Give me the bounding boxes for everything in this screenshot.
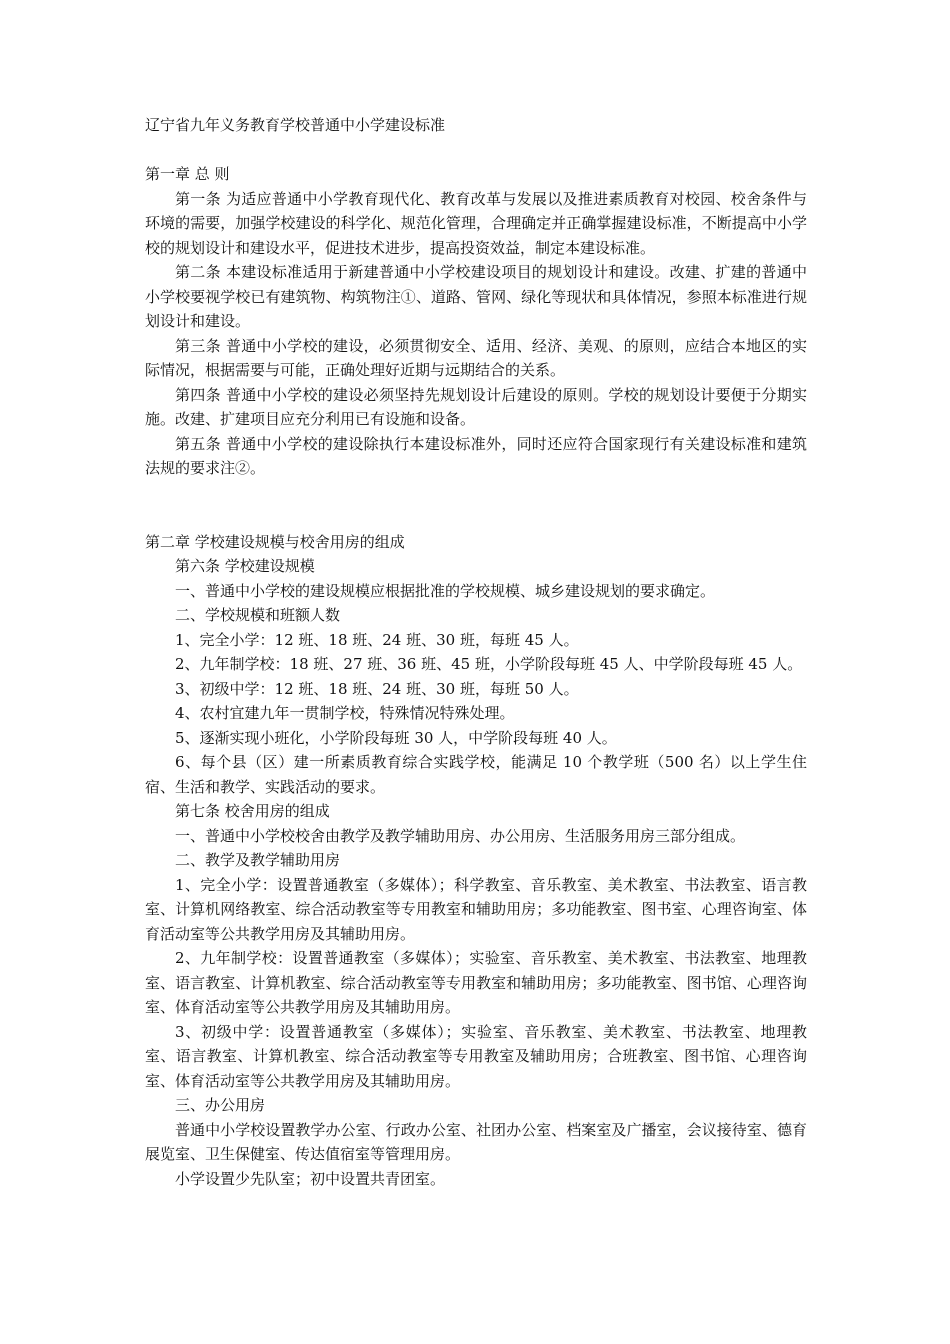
list-item: 小学设置少先队室；初中设置共青团室。 — [175, 1169, 446, 1188]
list-item: 二、教学及教学辅助用房 — [175, 851, 341, 869]
article-4-paragraph: 第四条 普通中小学校的建设必须坚持先规划设计后建设的原则。学校的规划设计要便于分期实施。改建、扩建项目应充分利用已有设施和设备。 — [145, 385, 807, 428]
list-item: 6、每个县（区）建一所素质教育综合实践学校，能满足 10 个教学班（500 名）以上学生住宿、生活和教学、实践活动的要求。 — [145, 753, 807, 796]
article-3-paragraph: 第三条 普通中小学校的建设，必须贯彻安全、适用、经济、美观、的原则，应结合本地区的实际情况，根据需要与可能，正确处理好近期与远期结合的关系。 — [145, 336, 807, 379]
list-item: 1、完全小学：12 班、18 班、24 班、30 班，每班 45 人。 — [175, 630, 579, 649]
list-item: 一、普通中小学校的建设规模应根据批准的学校规模、城乡建设规划的要求确定。 — [175, 581, 716, 600]
list-item: 4、农村宜建九年一贯制学校，特殊情况特殊处理。 — [175, 704, 515, 722]
article-2-paragraph: 第二条 本建设标准适用于新建普通中小学校建设项目的规划设计和建设。改建、扩建的普通中小学校要视学校已有建筑物、构筑物注①、道路、管网、绿化等现状和具体情况，参照本标准进行规划设计和建设。 — [145, 263, 807, 330]
article-7-heading: 第七条 校舍用房的组成 — [175, 802, 330, 820]
list-item: 3、初级中学：设置普通教室（多媒体）；实验室、音乐教室、美术教室、书法教室、地理教室、语言教室、计算机教室、综合活动教室等专用教室及辅助用房；合班教室、图书馆、心理咨询室、体育活动室等公共教学用房及其辅助用房。 — [145, 1022, 807, 1090]
list-item: 三、办公用房 — [175, 1096, 266, 1114]
chapter-spacer — [145, 481, 807, 506]
chapter-1-heading: 第一章 总 则 — [145, 165, 230, 183]
document-title: 辽宁省九年义务教育学校普通中小学建设标准 — [145, 116, 446, 134]
article-5-paragraph: 第五条 普通中小学校的建设除执行本建设标准外，同时还应符合国家现行有关建设标准和建筑法规的要求注②。 — [145, 434, 807, 477]
list-item: 一、普通中小学校校舍由教学及教学辅助用房、办公用房、生活服务用房三部分组成。 — [175, 826, 746, 845]
list-item: 普通中小学校设置教学办公室、行政办公室、社团办公室、档案室及广播室，会议接待室、德育展览室、卫生保健室、传达值宿室等管理用房。 — [145, 1120, 807, 1163]
article-1-paragraph: 第一条 为适应普通中小学教育现代化、教育改革与发展以及推进素质教育对校园、校舍条件与环境的需要，加强学校建设的科学化、规范化管理，合理确定并正确掌握建设标准，不断提高中小学校的规划设计和建设水平，促进技术进步，提高投资效益，制定本建设标准。 — [145, 189, 807, 257]
list-item: 5、逐渐实现小班化，小学阶段每班 30 人，中学阶段每班 40 人。 — [175, 728, 617, 747]
chapter-spacer — [145, 505, 807, 530]
chapter-2-heading: 第二章 学校建设规模与校舍用房的组成 — [145, 532, 405, 551]
document-page — [145, 113, 807, 1191]
article-6-heading: 第六条 学校建设规模 — [175, 557, 315, 575]
list-item: 3、初级中学：12 班、18 班、24 班、30 班，每班 50 人。 — [175, 679, 579, 698]
list-item: 二、学校规模和班额人数 — [175, 606, 341, 624]
list-item: 2、九年制学校：设置普通教室（多媒体）；实验室、音乐教室、美术教室、书法教室、地理教室、语言教室、计算机教室、综合活动教室等专用教室和辅助用房；多功能教室、图书馆、心理咨询室、体育活动室等公共教学用房及其辅助用房。 — [145, 949, 807, 1016]
list-item: 2、九年制学校：18 班、27 班、36 班、45 班，小学阶段每班 45 人、中学阶段每班 45 人。 — [175, 655, 803, 673]
list-item: 1、完全小学：设置普通教室（多媒体）；科学教室、音乐教室、美术教室、书法教室、语言教室、计算机网络教室、综合活动教室等专用教室和辅助用房；多功能教室、图书室、心理咨询室、体育活动室等公共教学用房及其辅助用房。 — [145, 875, 807, 943]
